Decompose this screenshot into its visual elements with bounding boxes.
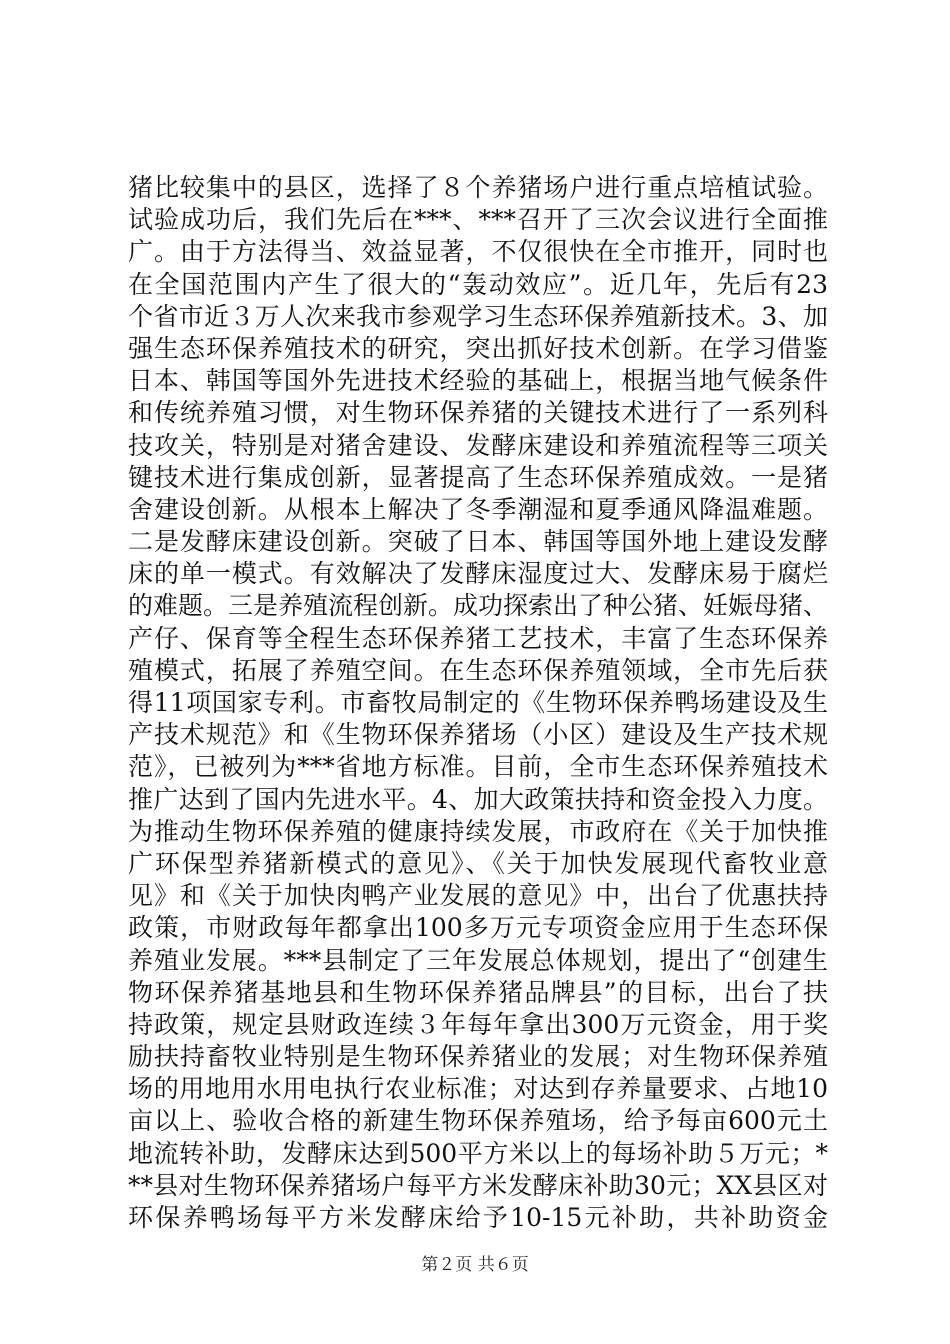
text-line: 见》和《关于加快肉鸭产业发展的意见》中，出台了优惠扶持 — [128, 881, 828, 911]
text-line: 场的用地用水用电执行农业标准；对达到存养量要求、占地10 — [128, 1074, 828, 1104]
text-line: 养殖业发展。***县制定了三年发展总体规划，提出了“创建生 — [128, 945, 828, 975]
text-line: 环保养鸭场每平方米发酵床给予10-15元补助，共补助资金 — [128, 1203, 828, 1232]
text-line: 二是发酵床建设创新。突破了日本、韩国等国外地上建设发酵 — [128, 527, 828, 557]
text-line: 床的单一模式。有效解决了发酵床湿度过大、发酵床易于腐烂 — [128, 559, 828, 589]
text-line: 殖模式，拓展了养殖空间。在生态环保养殖领域，全市先后获 — [128, 655, 828, 685]
text-line: 推广达到了国内先进水平。4、加大政策扶持和资金投入力度。 — [128, 784, 828, 814]
text-line: 广环保型养猪新模式的意见》、《关于加快发展现代畜牧业意 — [128, 848, 828, 878]
text-line: 猪比较集中的县区，选择了８个养猪场户进行重点培植试验。 — [128, 173, 828, 202]
text-line: 持政策，规定县财政连续３年每年拿出300万元资金，用于奖 — [128, 1009, 828, 1039]
page-footer: 第２页 共６页 — [421, 1255, 529, 1275]
text-line: 产技术规范》和《生物环保养猪场（小区）建设及生产技术规 — [128, 720, 828, 750]
text-line: 范》，已被列为***省地方标准。目前，全市生态环保养殖技术 — [128, 752, 828, 782]
text-line: 和传统养殖习惯，对生物环保养猪的关键技术进行了一系列科 — [128, 398, 828, 428]
text-line: 在全国范围内产生了很大的“轰动效应”。近几年，先后有23 — [128, 269, 828, 299]
text-line: 物环保养猪基地县和生物环保养猪品牌县”的目标，出台了扶 — [128, 977, 828, 1007]
text-line: 强生态环保养殖技术的研究，突出抓好技术创新。在学习借鉴 — [128, 333, 828, 363]
text-line: 个省市近３万人次来我市参观学习生态环保养殖新技术。3、加 — [128, 301, 828, 331]
text-line: 舍建设创新。从根本上解决了冬季潮湿和夏季通风降温难题。 — [128, 494, 828, 524]
text-line: 广。由于方法得当、效益显著，不仅很快在全市推开，同时也 — [128, 237, 828, 267]
text-line: 地流转补助，发酵床达到500平方米以上的每场补助５万元；* — [128, 1138, 828, 1168]
text-line: 励扶持畜牧业特别是生物环保养猪业的发展；对生物环保养殖 — [128, 1042, 828, 1072]
text-line: 技攻关，特别是对猪舍建设、发酵床建设和养殖流程等三项关 — [128, 430, 828, 460]
text-line: 政策，市财政每年都拿出100多万元专项资金应用于生态环保 — [128, 913, 828, 943]
text-line: 日本、韩国等国外先进技术经验的基础上，根据当地气候条件 — [128, 366, 828, 396]
text-line: 键技术进行集成创新，显著提高了生态环保养殖成效。一是猪 — [128, 462, 828, 492]
text-line: 的难题。三是养殖流程创新。成功探索出了种公猪、妊娠母猪、 — [128, 591, 828, 621]
text-line: **县对生物环保养猪场户每平方米发酵床补助30元；XX县区对 — [128, 1170, 828, 1200]
text-line: 产仔、保育等全程生态环保养猪工艺技术，丰富了生态环保养 — [128, 623, 828, 653]
text-line: 得11项国家专利。市畜牧局制定的《生物环保养鸭场建设及生 — [128, 688, 828, 717]
body-text — [128, 172, 828, 1234]
text-line: 为推动生物环保养殖的健康持续发展，市政府在《关于加快推 — [128, 816, 828, 846]
text-line: 亩以上、验收合格的新建生物环保养殖场，给予每亩600元土 — [128, 1106, 828, 1136]
text-line: 试验成功后，我们先后在***、***召开了三次会议进行全面推 — [128, 205, 828, 235]
